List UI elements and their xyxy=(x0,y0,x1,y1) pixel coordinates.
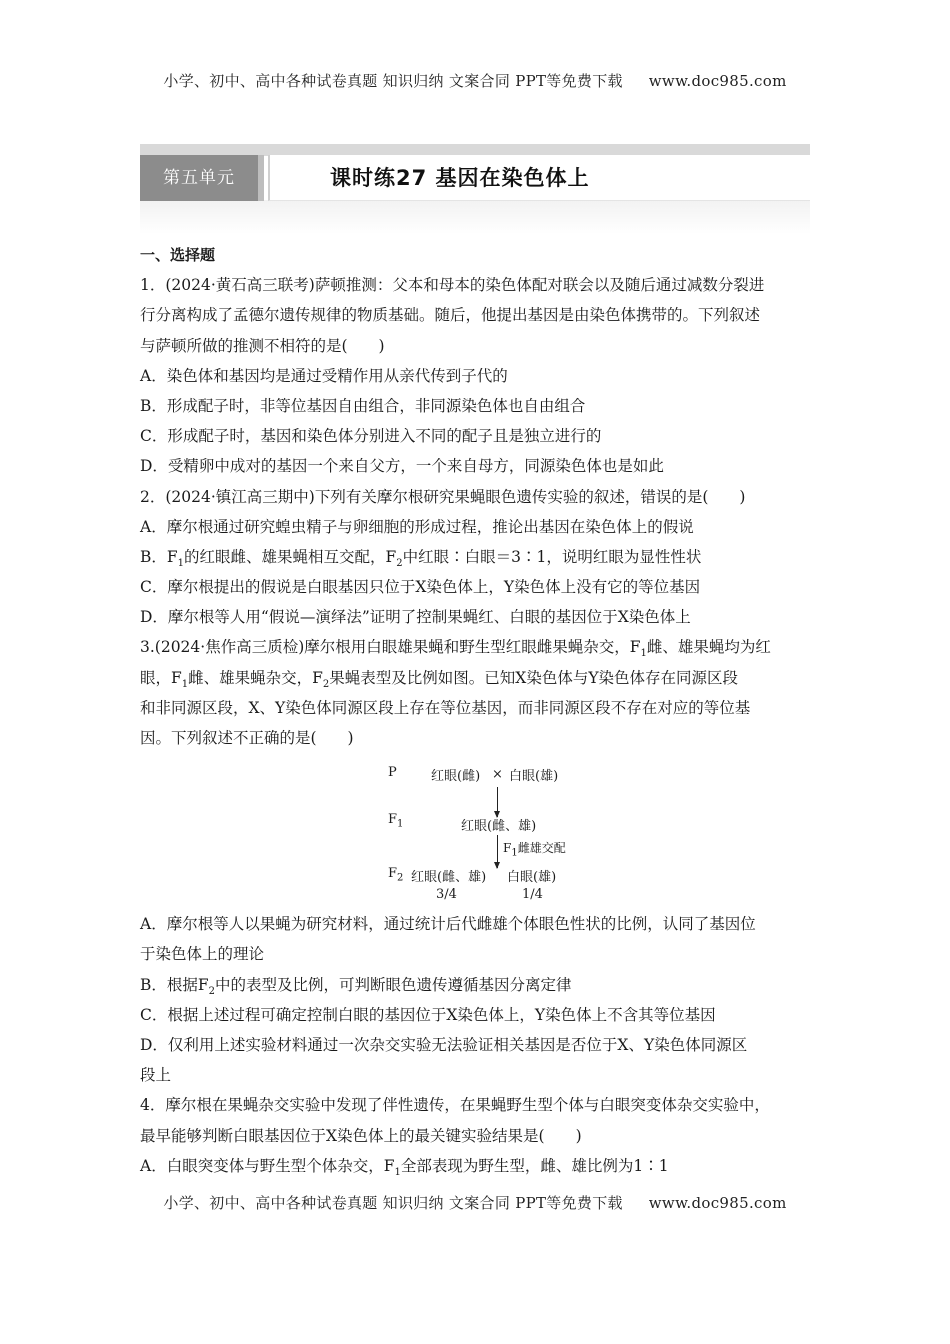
q2-option-c[interactable]: C．摩尔根提出的假说是白眼基因只位于X染色体上，Y染色体上没有它的等位基因 xyxy=(140,578,701,597)
header-text: 小学、初中、高中各种试卷真题 知识归纳 文案合同 PPT等免费下载 xyxy=(163,72,623,90)
q3-stem-line-1: 3.(2024·焦作高三质检)摩尔根用白眼雄果蝇和野生型红眼雌果蝇杂交，$F_1$雌、雄果蝇均为红 xyxy=(140,638,771,660)
exercise-content xyxy=(140,240,812,1181)
q2-option-b[interactable]: B．$F_1$的红眼雌、雄果蝇相互交配，$F_2$中红眼∶白眼＝3∶1，说明红眼为显性性状 xyxy=(140,547,702,569)
q1-option-a[interactable]: A．染色体和基因均是通过受精作用从亲代传到子代的 xyxy=(140,366,508,385)
section-title: 一、选择题 xyxy=(140,246,216,264)
q3-stem-line-4: 因。下列叙述不正确的是( ) xyxy=(140,729,354,747)
f1-phenotype: 红眼(雌、雄) xyxy=(461,819,537,835)
footer-url[interactable]: www.doc985.com xyxy=(648,1194,787,1212)
lesson-title: 课时练27 基因在染色体上 xyxy=(330,166,590,190)
question-2 xyxy=(140,482,812,633)
header-url[interactable]: www.doc985.com xyxy=(648,72,787,90)
arrow-p-to-f1 xyxy=(497,787,498,817)
p-generation-label: P xyxy=(388,765,397,781)
q4-stem-line-1: 4．摩尔根在果蝇杂交实验中发现了伴性遗传，在果蝇野生型个体与白眼突变体杂交实验中， xyxy=(140,1096,770,1115)
q4-stem-line-2: 最早能够判断白眼基因位于X染色体上的最关键实验结果是( ) xyxy=(140,1126,582,1145)
question-1 xyxy=(140,270,812,481)
cross-symbol: × xyxy=(492,767,503,783)
unit-label-edge xyxy=(258,155,264,201)
question-4 xyxy=(140,1090,812,1181)
unit-label: 第五单元 xyxy=(140,155,258,201)
q1-stem-line-2: 行分离构成了孟德尔遗传规律的物质基础。随后，他提出基因是由染色体携带的。下列叙述 xyxy=(140,306,761,325)
q2-option-a[interactable]: A．摩尔根通过研究蝗虫精子与卵细胞的形成过程，推论出基因在染色体上的假说 xyxy=(140,517,694,536)
f2-white-phenotype: 白眼(雄) xyxy=(507,870,557,886)
question-3 xyxy=(140,632,812,1090)
q3-option-d-line-1[interactable]: D．仅利用上述实验材料通过一次杂交实验无法验证相关基因是否位于X、Y染色体同源区 xyxy=(140,1035,748,1054)
cross-diagram xyxy=(140,753,812,909)
q1-option-d[interactable]: D．受精卵中成对的基因一个来自父方，一个来自母方，同源染色体也是如此 xyxy=(140,457,664,476)
q1-stem-line-1: 1．(2024·黄石高三联考)萨顿推测：父本和母本的染色体配对联会以及随后通过减数分裂进 xyxy=(140,276,765,295)
arrow-f1-to-f2 xyxy=(497,835,498,868)
f2-generation-label: $F_2$ xyxy=(388,866,404,884)
q3-option-a-line-1[interactable]: A．摩尔根等人以果蝇为研究材料，通过统计后代雌雄个体眼色性状的比例，认同了基因位 xyxy=(140,915,756,934)
f1-generation-label: $F_1$ xyxy=(388,812,404,830)
p-male-phenotype: 白眼(雄) xyxy=(509,769,559,785)
q2-option-d[interactable]: D．摩尔根等人用“假说—演绎法”证明了控制果蝇红、白眼的基因位于X染色体上 xyxy=(140,608,691,627)
q1-option-c[interactable]: C．形成配子时，基因和染色体分别进入不同的配子且是独立进行的 xyxy=(140,427,602,446)
q4-option-a[interactable]: A．白眼突变体与野生型个体杂交，$F_1$全部表现为野生型，雌、雄比例为1∶1 xyxy=(140,1156,669,1178)
q3-stem-line-3: 和非同源区段，X、Y染色体同源区段上存在等位基因，而非同源区段不存在对应的等位基 xyxy=(140,698,751,717)
p-female-phenotype: 红眼(雌) xyxy=(431,769,481,785)
page-header xyxy=(0,70,950,91)
banner-shadow xyxy=(140,200,810,234)
f1-cross-note: $F_1$雌雄交配 xyxy=(503,841,566,859)
q3-option-b[interactable]: B．根据$F_2$中的表型及比例，可判断眼色遗传遵循基因分离定律 xyxy=(140,975,572,997)
q1-stem-line-3: 与萨顿所做的推测不相符的是( ) xyxy=(140,336,385,355)
f2-red-phenotype: 红眼(雌、雄) xyxy=(411,870,487,886)
footer-text: 小学、初中、高中各种试卷真题 知识归纳 文案合同 PPT等免费下载 xyxy=(163,1194,623,1212)
q3-option-d-line-2[interactable]: 段上 xyxy=(140,1066,172,1085)
unit-banner xyxy=(140,144,810,234)
f2-red-ratio: 3/4 xyxy=(436,887,457,903)
q3-option-c[interactable]: C．根据上述过程可确定控制白眼的基因位于X染色体上，Y染色体上不含其等位基因 xyxy=(140,1005,716,1024)
page-footer xyxy=(0,1192,950,1213)
f2-white-ratio: 1/4 xyxy=(522,887,543,903)
q3-stem-line-2: 眼，$F_1$雌、雄果蝇杂交，$F_2$果蝇表型及比例如图。已知X染色体与Y染色体存在同源区段 xyxy=(140,668,739,690)
q1-option-b[interactable]: B．形成配子时，非等位基因自由组合，非同源染色体也自由组合 xyxy=(140,396,586,415)
q2-stem: 2．(2024·镇江高三期中)下列有关摩尔根研究果蝇眼色遗传实验的叙述，错误的是( ) xyxy=(140,487,746,506)
q3-option-a-line-2[interactable]: 于染色体上的理论 xyxy=(140,945,265,964)
